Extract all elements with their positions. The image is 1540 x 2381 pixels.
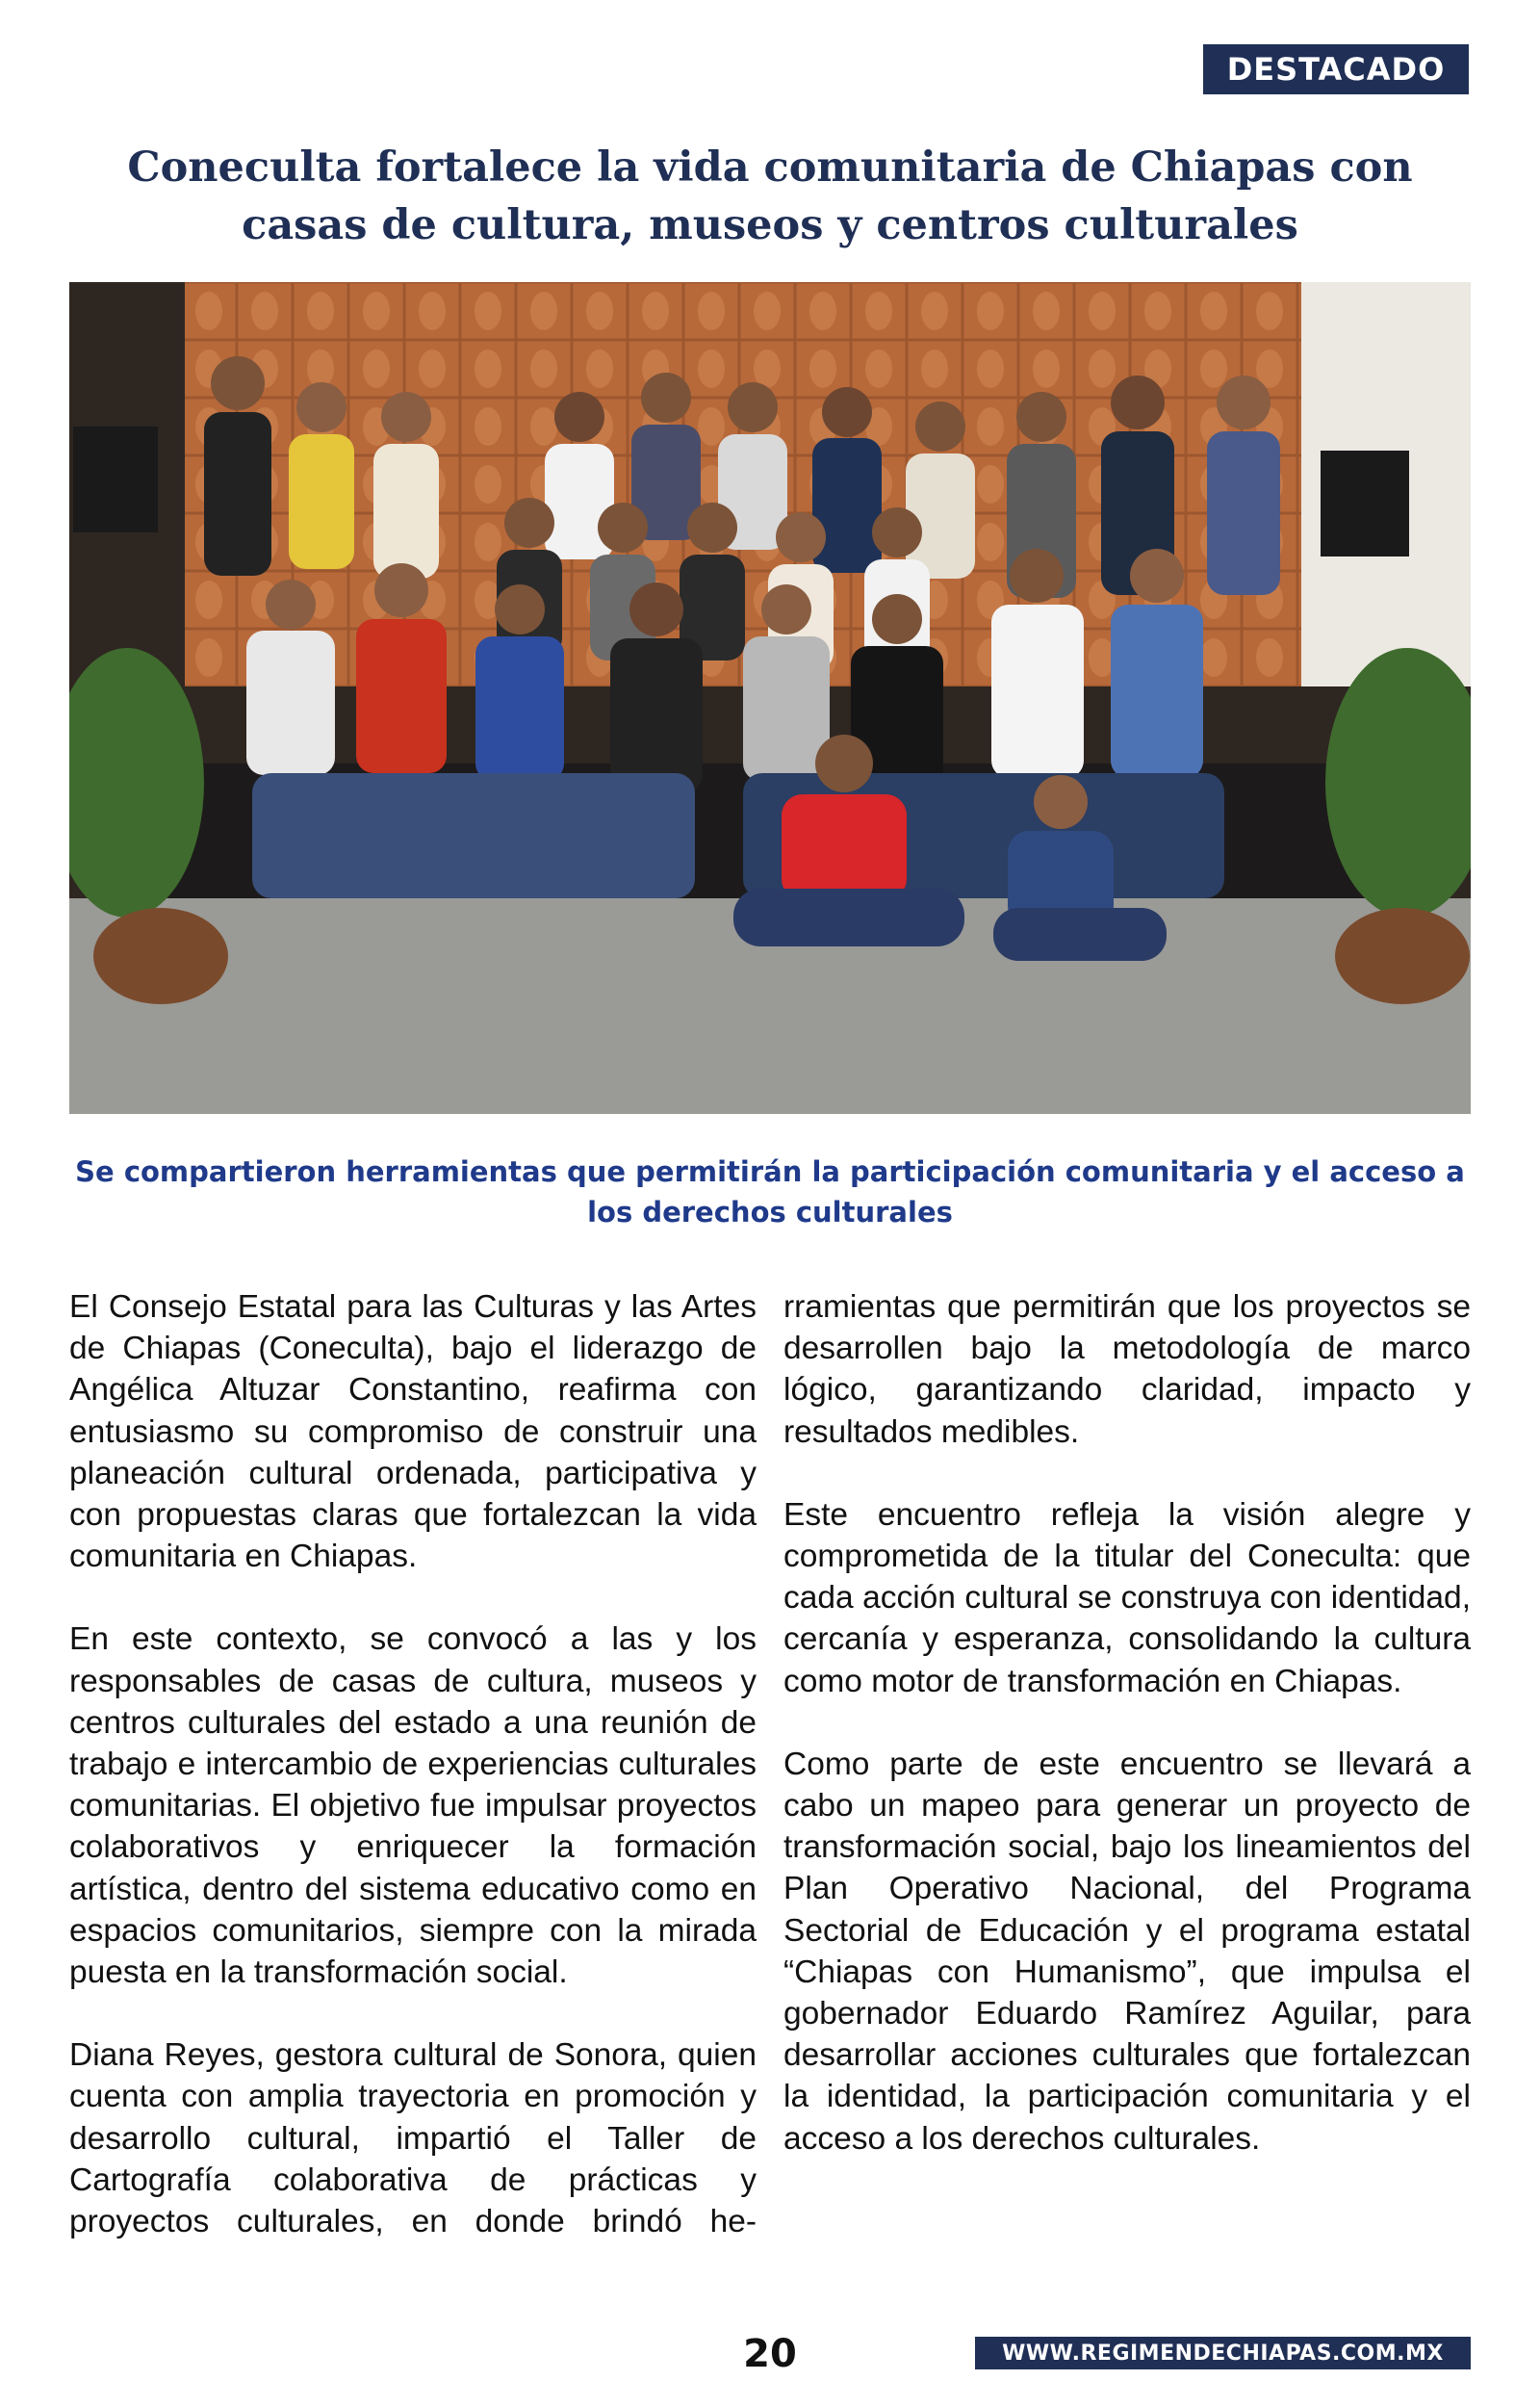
- right-plants: [1325, 648, 1471, 1004]
- photo-subtitle: Se compartieron herramientas que permitirán la participación comunitaria y el acceso a los derechos culturales: [75, 1155, 1465, 1229]
- section-badge: DESTACADO: [1203, 44, 1469, 94]
- paragraph: El Consejo Estatal para las Culturas y las Artes de Chiapas (Coneculta), bajo el liderazgo de Angélica Altuzar Constantino, reafirma con entusiasmo su compromiso de construir una planeación cultural ordenada, participativa y con propuestas claras que fortalezcan la vida comunitaria en Chiapas.: [69, 1289, 757, 1575]
- paragraph: En este contexto, se convocó a las y los responsables de casas de cultura, museos y centros culturales del estado a una reunión de trabajo e intercambio de experiencias culturales comunitarias. El objetivo fue impulsar proyectos colaborativos y enriquecer la formación artística, dentro del sistema educativo como en espacios comunitarios, siempre con la mirada puesta en la transformación social.: [69, 1621, 757, 1991]
- group-photo-illustration: [69, 282, 1471, 1114]
- article-column-right: [783, 1286, 1471, 2201]
- paragraph: rramientas que permitirán que los proyectos se desarrollen bajo la metodología de marco lógico, garantizando claridad, impacto y resultados medibles.: [783, 1289, 1471, 1450]
- page-number: 20: [743, 2332, 797, 2376]
- paragraph: Como parte de este encuentro se llevará a cabo un mapeo para generar un proyecto de transformación social, bajo los lineamientos del Plan Operativo Nacional, del Programa Sectorial de Educación y el programa estatal “Chiapas con Humanismo”, que impulsa el gobernador Eduardo Ramírez Aguilar, para desarrollar acciones culturales que fortalezcan la identidad, la participación comunitaria y el acceso a los derechos culturales.: [783, 1746, 1471, 2157]
- paragraph: Diana Reyes, gestora cultural de Sonora, quien cuenta con amplia trayectoria en promoción y desarrollo cultural, impartió el Taller de Cartografía colaborativa de prácticas y proyectos culturales, en donde brindó he-: [69, 2037, 757, 2240]
- article-headline: Coneculta fortalece la vida comunitaria de Chiapas con casas de cultura, museos y centros culturales: [127, 143, 1413, 249]
- right-speaker: [1321, 451, 1409, 556]
- left-speaker: [73, 427, 158, 532]
- footer-website-url[interactable]: WWW.REGIMENDECHIAPAS.COM.MX: [975, 2337, 1471, 2369]
- paragraph: Este encuentro refleja la visión alegre y comprometida de la titular del Coneculta: que cada acción cultural se construya con identidad, cercanía y esperanza, consolidando la cultura como motor de transformación en Chiapas.: [783, 1496, 1471, 1699]
- article-column-left: [69, 1286, 757, 2284]
- group-photo: [69, 282, 1471, 1114]
